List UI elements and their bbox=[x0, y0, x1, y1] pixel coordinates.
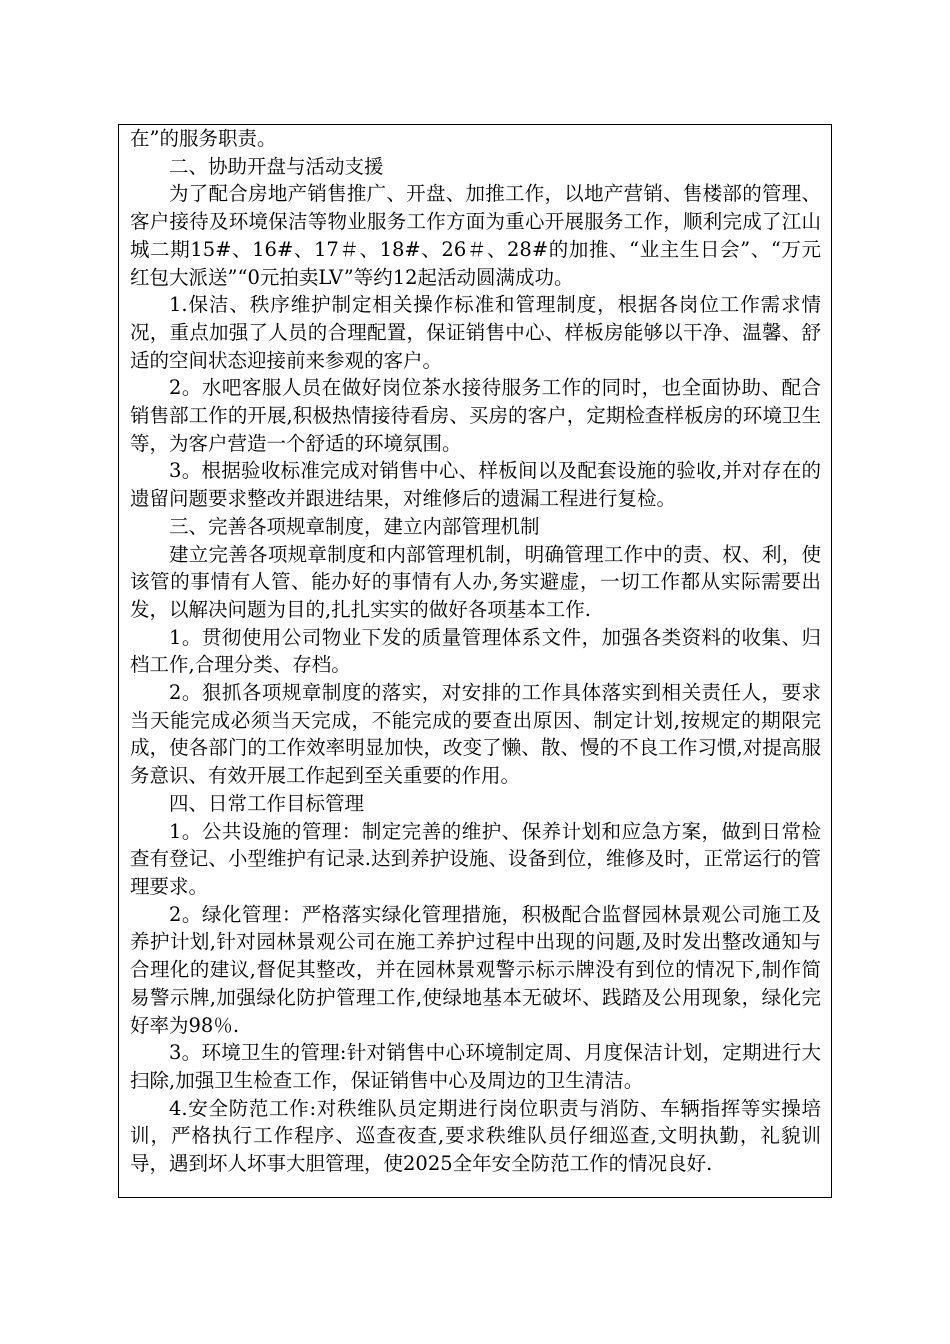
item-security: 4.安全防范工作:对秩维队员定期进行岗位职责与消防、车辆指挥等实操培训，严格执行工作程序、巡查夜查,要求秩维队员仔细巡查,文明执勤，礼貌训导，遇到坏人坏事大胆管理，使2025全年安全防范工作的情况良好. bbox=[130, 1096, 821, 1176]
item-public-facilities: 1。公共设施的管理：制定完善的维护、保养计划和应急方案，做到日常检查有登记、小型维护有记录.达到养护设施、设备到位，维修及时，正常运行的管理要求。 bbox=[130, 819, 821, 898]
item-greening-management: 2。绿化管理：严格落实绿化管理措施，积极配合监督园林景观公司施工及养护计划,针对园林景观公司在施工养护过程中出现的问题,及时发出整改通知与合理化的建议,督促其整改，并在园林景观警示标示牌没有到位的情况下,制作简易警示牌,加强绿化防护管理工作,使绿地基本无破坏、践踏及公用现象，绿化完好率为98％. bbox=[130, 902, 821, 1037]
paragraph-internal-management: 建立完善各项规章制度和内部管理机制，明确管理工作中的责、权、利，使该管的事情有人管、能办好的事情有人办,务实避虚，一切工作都从实际需要出发，以解决问题为目的,扎扎实实的做好各项基本工作. bbox=[130, 542, 821, 621]
paragraph-continuation: 在”的服务职责。 bbox=[130, 127, 277, 150]
section-heading-2: 二、协助开盘与活动支援 bbox=[169, 154, 384, 178]
item-environmental-hygiene: 3。环境卫生的管理:针对销售中心环境制定周、月度保洁计划，定期进行大扫除,加强卫生检查工作，保证销售中心及周边的卫生清洁。 bbox=[130, 1041, 821, 1092]
section-heading-3: 三、完善各项规章制度，建立内部管理机制 bbox=[169, 514, 540, 538]
item-rules-implementation: 2。狠抓各项规章制度的落实，对安排的工作具体落实到相关责任人，要求当天能完成必须当天完成，不能完成的要查出原因、制定计划,按规定的期限完成，使各部门的工作效率明显加快，改变了懒、散、慢的不良工作习惯,对提高服务意识、有效开展工作起到至关重要的作用。 bbox=[130, 681, 821, 788]
item-cleaning-order: 1.保洁、秩序维护制定相关操作标准和管理制度，根据各岗位工作需求情况，重点加强了人员的合理配置，保证销售中心、样板房能够以干净、温馨、舒适的空间状态迎接前来参观的客户。 bbox=[130, 293, 821, 372]
paragraph-sales-support: 为了配合房地产销售推广、开盘、加推工作，以地产营销、售楼部的管理、客户接待及环境保洁等物业服务工作方面为重心开展服务工作，顺利完成了江山城二期15#、16#、17＃、18#、26＃、28#的加推、“业主生日会”、“万元红包大派送”“0元拍卖LV”等约12起活动圆满成功。 bbox=[130, 182, 821, 289]
item-water-bar-service: 2。水吧客服人员在做好岗位茶水接待服务工作的同时，也全面协助、配合销售部工作的开展,积极热情接待看房、买房的客户，定期检查样板房的环境卫生等，为客户营造一个舒适的环境氛围。 bbox=[130, 376, 821, 455]
section-heading-4: 四、日常工作目标管理 bbox=[169, 791, 365, 815]
item-quality-system: 1。贯彻使用公司物业下发的质量管理体系文件，加强各类资料的收集、归档工作,合理分类、存档。 bbox=[130, 625, 821, 677]
item-acceptance-inspection: 3。根据验收标准完成对销售中心、样板间以及配套设施的验收,并对存在的遗留问题要求整改并跟进结果，对维修后的遗漏工程进行复检。 bbox=[130, 459, 821, 511]
document-table-cell bbox=[118, 124, 832, 1198]
